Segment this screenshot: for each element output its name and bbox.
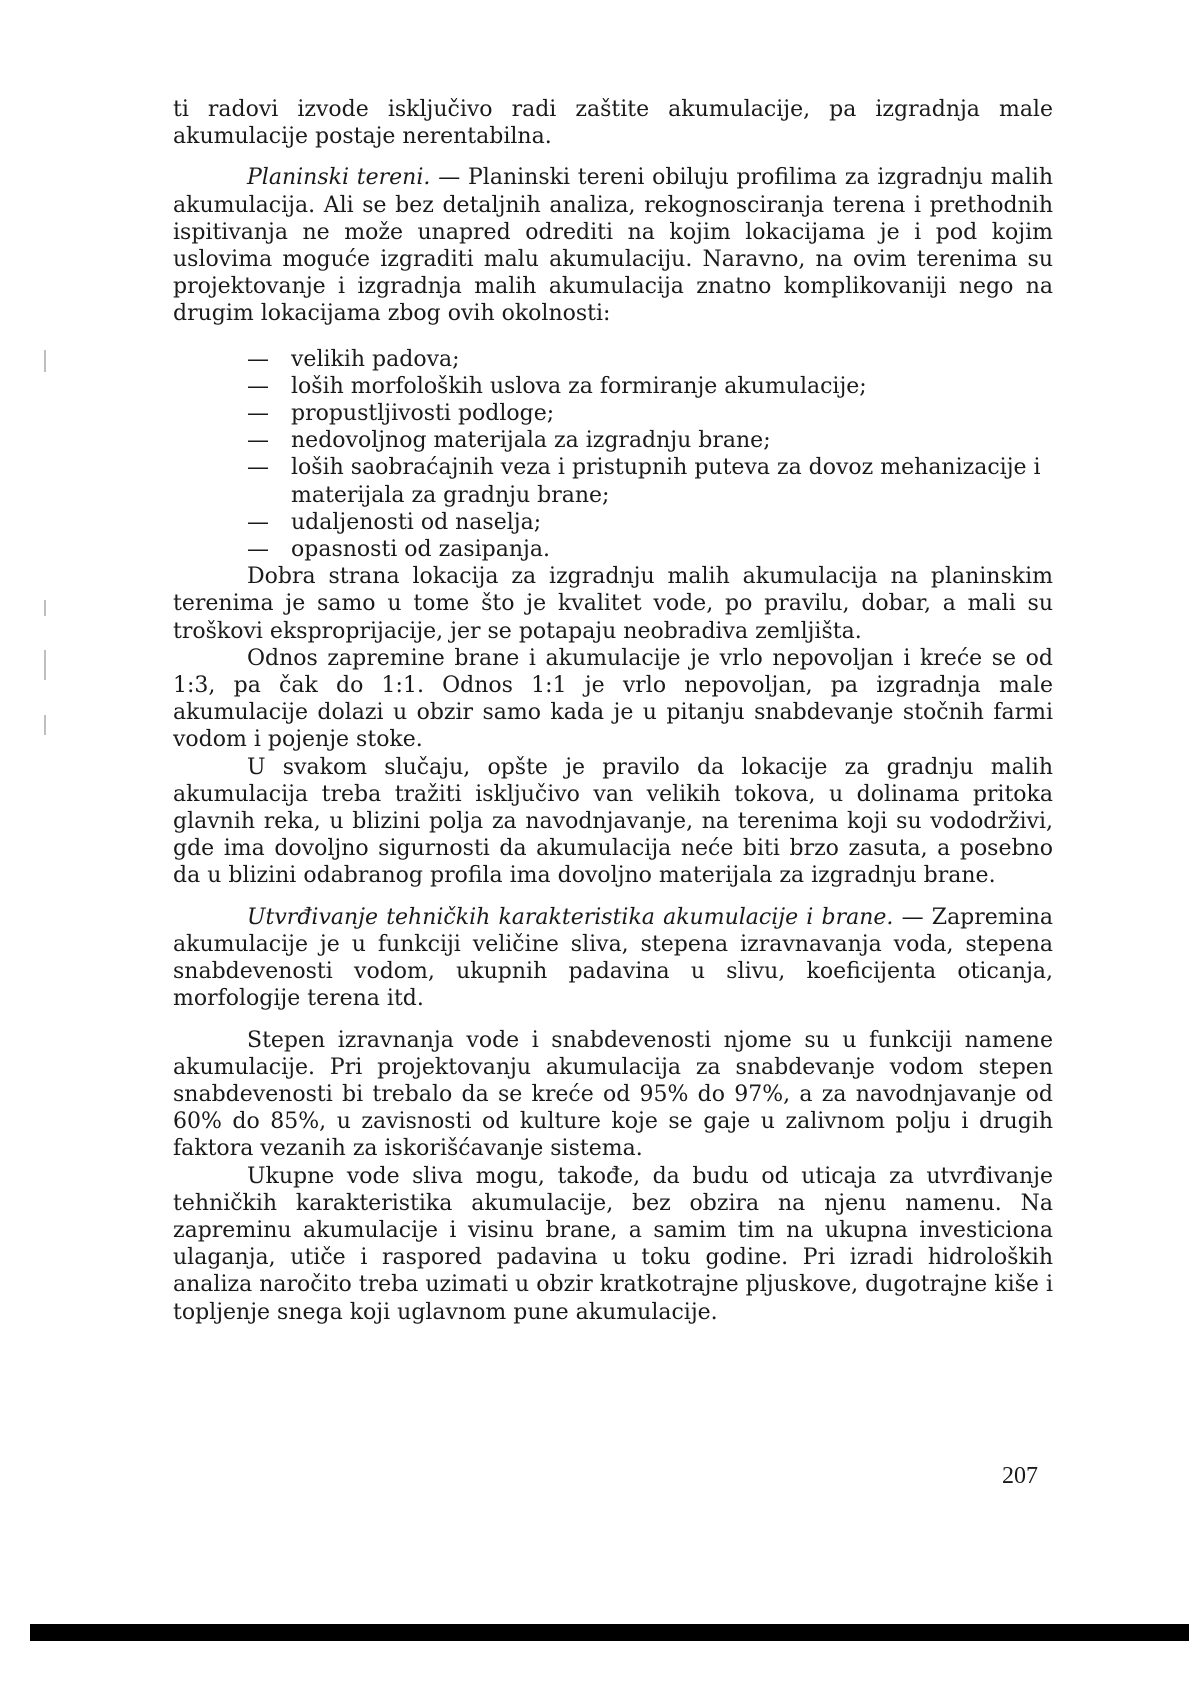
paragraph-odnos: Odnos zapremine brane i akumulacije je vrlo nepovoljan i kreće se od 1:3, pa čak do 1:1. Odnos 1:1 je vrlo nepovoljan, pa izgradnja male akumulacije dolazi u obzir samo kada je u pitanju snabdevanje stočnih farmi vodom i pojenje stoke. [173, 645, 1053, 753]
list-item [247, 427, 1053, 454]
paragraph-ukupne-vode: Ukupne vode sliva mogu, takođe, da budu od uticaja za utvrđivanje tehničkih karakteristika akumulacije, bez obzira na njenu namenu. Na zapreminu akumulacije i visinu brane, a samim tim na ukupna investiciona ulaganja, utiče i raspored padavina u toku godine. Pri izradi hidroloških analiza naročito treba uzimati u obzir kratkotrajne pljuskove, dugotrajne kiše i topljenje snega koji uglavnom pune akumulacije. [173, 1163, 1053, 1325]
dash-marker: — [247, 537, 269, 563]
dash-marker: — [247, 346, 269, 372]
list-item [247, 346, 1053, 373]
list-item [247, 454, 1053, 508]
dash-marker: — [247, 428, 269, 454]
section-heading-utvrdjivanje: Utvrđivanje tehničkih karakteristika akumulacije i brane. [247, 904, 894, 930]
list-item-text: opasnosti od zasipanja. [291, 537, 550, 563]
page-number: 207 [1002, 1463, 1038, 1489]
scan-edge-mark [44, 715, 46, 735]
list-item-text: velikih padova; [291, 346, 460, 372]
scan-edge-mark [44, 650, 46, 680]
list-item-text: loših saobraćajnih veza i pristupnih puteva za dovoz mehanizacije i materijala za gradnju brane; [291, 455, 1041, 508]
section-heading-planinski: Planinski tereni. [247, 165, 431, 191]
scan-bottom-bar [30, 1624, 1189, 1641]
list-item [247, 373, 1053, 400]
conditions-list [173, 346, 1053, 564]
list-item [247, 509, 1053, 536]
dash-marker: — [247, 455, 269, 481]
dash-marker: — [247, 373, 269, 399]
paragraph-utvrdjivanje-text: — Zapremina akumulacije je u funkciji veličine sliva, stepena izravnavanja voda, stepena snabdevenosti vodom, ukupnih padavina u slivu, koeficijenta oticanja, morfologije terena itd. [173, 904, 1053, 1012]
paragraph-intro: ti radovi izvode isključivo radi zaštite akumulacije, pa izgradnja male akumulacije postaje nerentabilna. [173, 97, 1053, 150]
list-item-text: udaljenosti od naselja; [291, 509, 542, 535]
paragraph-planinski-text: — Planinski tereni obiluju profilima za izgradnju malih akumulacija. Ali se bez detaljnih analiza, rekognosciranja terena i prethodnih ispitivanja ne može unapred odrediti na kojim lokacijama je i pod kojim uslovima moguće izgraditi malu akumulaciju. Naravno, na ovim terenima su projektovanje i izgradnja malih akumulacija znatno komplikovaniji nego na drugim lokacijama zbog ovih okolnosti: [173, 165, 1054, 327]
paragraph-utvrdjivanje [173, 904, 1053, 1013]
paragraph-planinski [173, 164, 1053, 327]
dash-marker: — [247, 401, 269, 427]
paragraph-dobra-strana: Dobra strana lokacija za izgradnju malih akumulacija na planinskim terenima je samo u tome što je kvalitet vode, po pravilu, dobar, a mali su troškovi eksproprijacije, jer se potapaju neobradiva zemljišta. [173, 564, 1053, 644]
paragraph-stepen: Stepen izravnanja vode i snabdevenosti njome su u funkciji namene akumulacije. Pri projektovanju akumulacija za snabdevanje vodom stepen snabdevenosti bi trebalo da se kreće od 95% do 97%, a za navodnjavanje od 60% do 85%, u zavisnosti od kulture koje se gaje u zalivnom polju i drugih faktora vezanih za iskorišćavanje sistema. [173, 1027, 1053, 1162]
list-item [247, 536, 1053, 563]
list-item-text: propustljivosti podloge; [291, 401, 555, 427]
list-item [247, 400, 1053, 427]
dash-marker: — [247, 509, 269, 535]
paragraph-u-svakom: U svakom slučaju, opšte je pravilo da lokacije za gradnju malih akumulacija treba tražiti isključivo van velikih tokova, u dolinama pritoka glavnih reka, u blizini polja za navodnjavanje, na terenima koji su vododrživi, gde ima dovoljno sigurnosti da akumulacija neće biti brzo zasuta, a posebno da u blizini odabranog profila ima dovoljno materijala za izgradnju brane. [173, 754, 1053, 889]
list-item-text: nedovoljnog materijala za izgradnju brane; [291, 428, 771, 454]
page-body [173, 96, 1053, 1326]
scan-edge-mark [44, 600, 46, 616]
scan-edge-mark [44, 350, 46, 372]
list-item-text: loših morfoloških uslova za formiranje akumulacije; [291, 373, 867, 399]
